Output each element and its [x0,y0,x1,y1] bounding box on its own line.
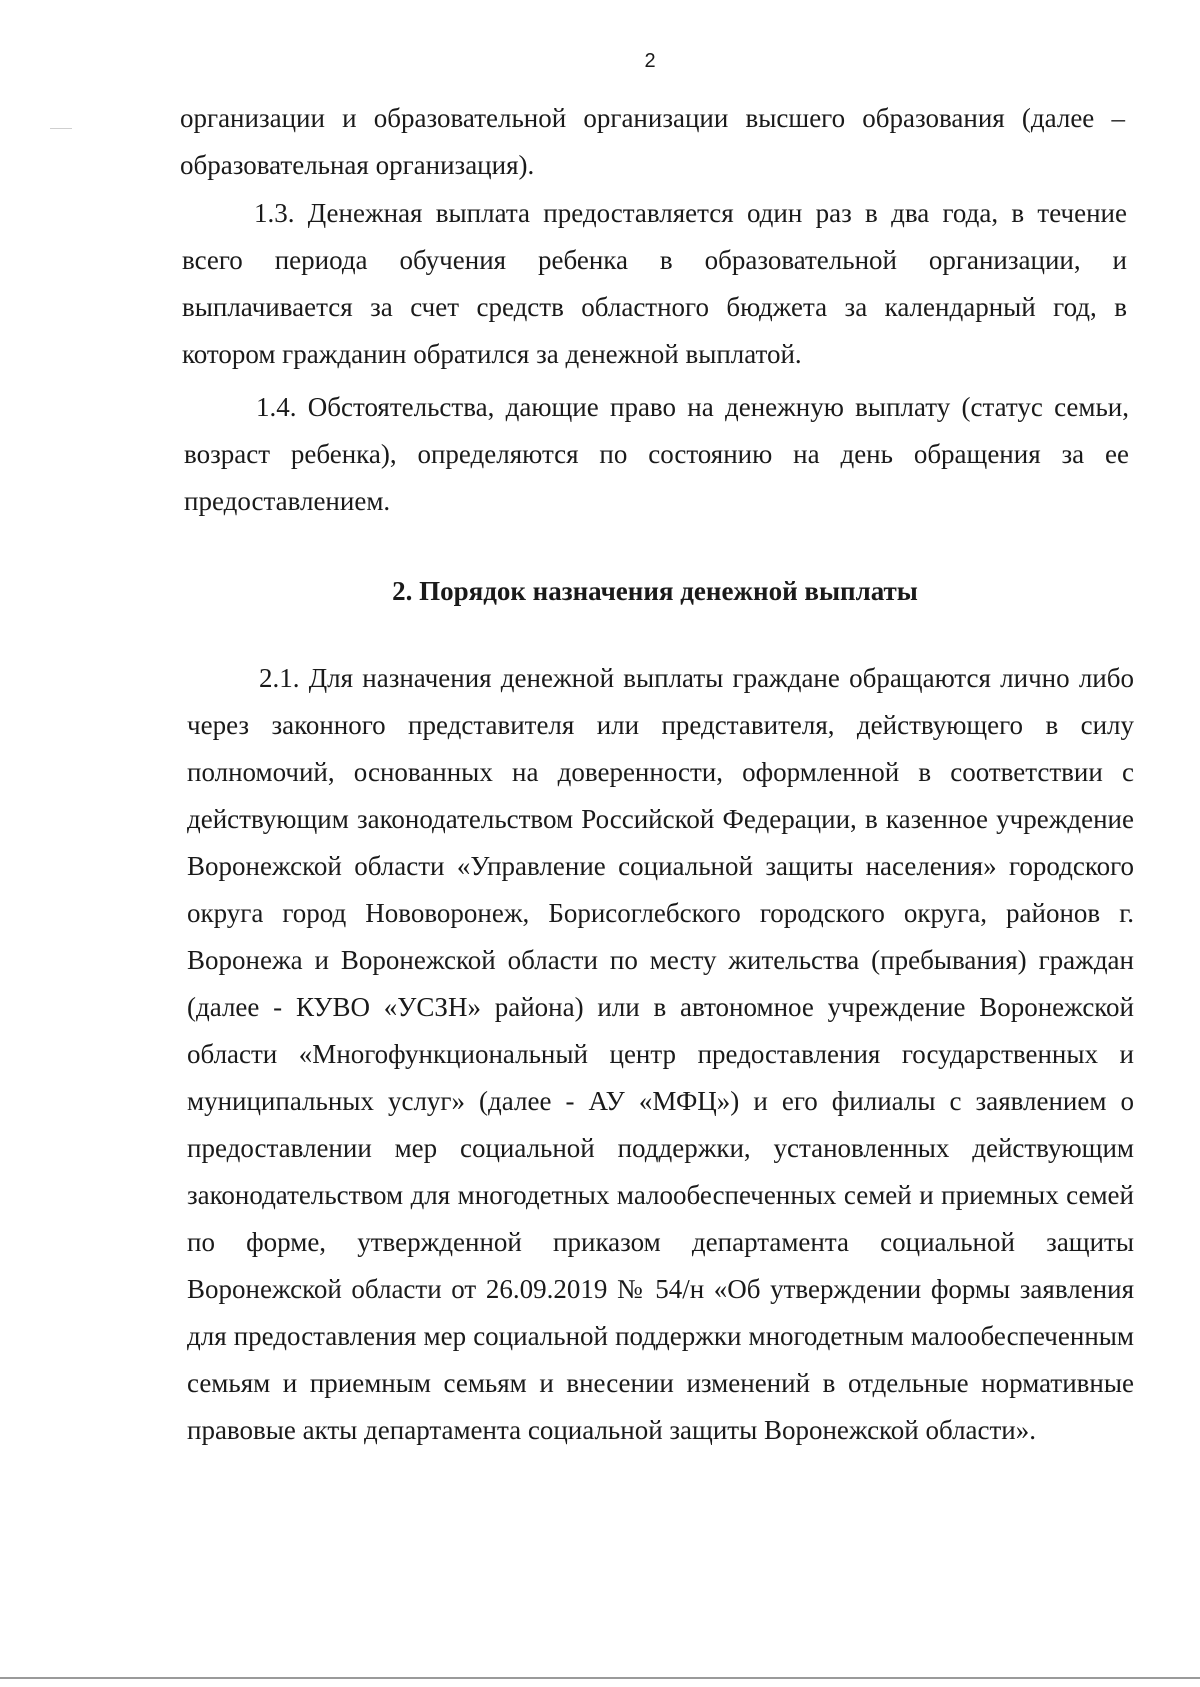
paragraph-1-4: 1.4. Обстоятельства, дающие право на денежную выплату (статус семьи, возраст ребенка), определяются по состоянию на день обращения за ее предоставлением. [184,392,1129,516]
paragraph-1-3: 1.3. Денежная выплата предоставляется один раз в два года, в течение всего периода обучения ребенка в образовательной организации, и выплачивается за счет средств областного бюджета за календарный год, в котором гражданин обратился за денежной выплатой. [182,198,1127,369]
paragraph-2-1: 2.1. Для назначения денежной выплаты граждане обращаются лично либо через законного представителя или представителя, действующего в силу полномочий, основанных на доверенности, оформленной в соответствии с действующим законодательством Российской Федерации, в казенное учреждение Воронежской области «Управление социальной защиты населения» городского округа город Нововоронеж, Борисоглебского городского округа, районов г. Воронежа и Воронежской области по месту жительства (пребывания) граждан (далее - КУВО «УСЗН» района) или в автономное учреждение Воронежской области «Многофункциональный центр предоставления государственных и муниципальных услуг» (далее - АУ «МФЦ») и его филиалы с заявлением о предоставлении мер социальной поддержки, установленных действующим законодательством для многодетных малообеспеченных семей и приемных семей по форме, утвержденной приказом департамента социальной защиты Воронежской области от 26.09.2019 № 54/н «Об утверждении формы заявления для предоставления мер социальной поддержки многодетным малообеспеченным семьям и приемным семьям и внесении изменений в отдельные нормативные правовые акты департамента социальной защиты Воронежской области». [187,663,1134,1445]
scan-bottom-edge [0,1677,1200,1679]
section-2-heading: 2. Порядок назначения денежной выплаты [392,576,918,606]
paragraph-continuation: организации и образовательной организации высшего образования (далее – образовательная организация). [180,103,1125,180]
scan-margin-mark [50,128,72,129]
page-number: 2 [644,50,656,72]
